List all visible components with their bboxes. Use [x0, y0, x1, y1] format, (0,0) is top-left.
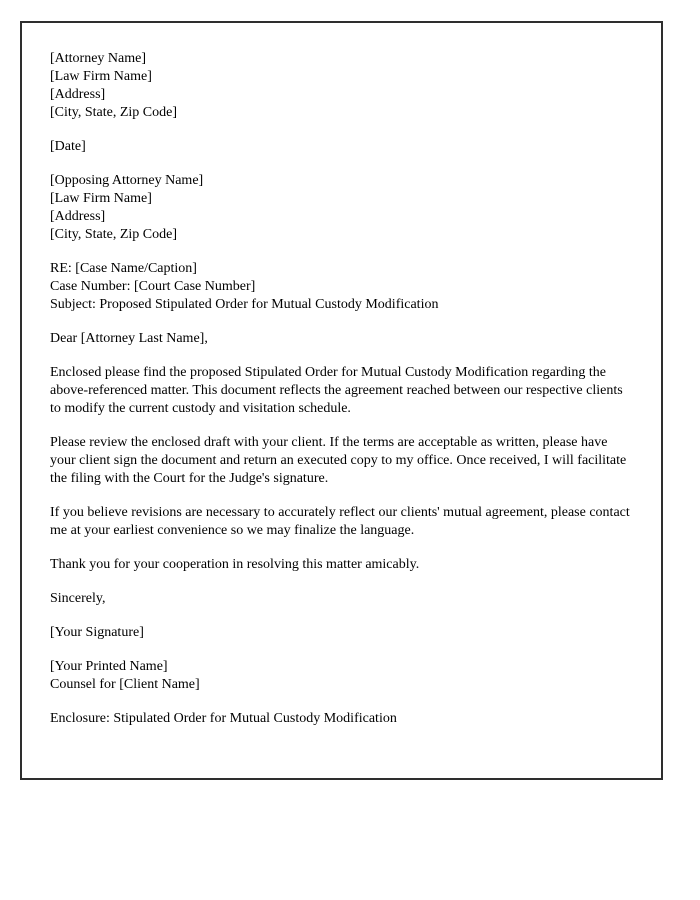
closing: Sincerely, [50, 591, 106, 606]
body-paragraph-4: Thank you for your cooperation in resolving this matter amicably. [50, 557, 420, 572]
sender-address: [Address] [50, 87, 106, 102]
recipient-law-firm-name: [Law Firm Name] [50, 191, 152, 206]
sender-law-firm-name: [Law Firm Name] [50, 69, 152, 84]
body-paragraph-2: Please review the enclosed draft with your client. If the terms are acceptable as written, please have your client sign the document and return an executed copy to my office. Once received, I will facilitate the filing with the Court for the Judge's signature. [50, 435, 627, 486]
reference-block [50, 260, 636, 314]
sender-city-state-zip: [City, State, Zip Code] [50, 105, 178, 120]
printed-name-line: [Your Printed Name] [50, 659, 168, 674]
recipient-city-state-zip: [City, State, Zip Code] [50, 227, 178, 242]
signature-block [50, 658, 636, 694]
recipient-address-block [50, 172, 636, 244]
case-number-line: Case Number: [Court Case Number] [50, 279, 256, 294]
sender-address-block [50, 50, 636, 122]
letter-page [20, 21, 663, 780]
subject-line: Subject: Proposed Stipulated Order for Mutual Custody Modification [50, 297, 439, 312]
enclosure-line: Enclosure: Stipulated Order for Mutual Custody Modification [50, 711, 397, 726]
salutation: Dear [Attorney Last Name], [50, 331, 208, 346]
body-paragraph-3: If you believe revisions are necessary to accurately reflect our clients' mutual agreement, please contact me at your earliest convenience so we may finalize the language. [50, 505, 630, 538]
counsel-line: Counsel for [Client Name] [50, 677, 200, 692]
recipient-attorney-name: [Opposing Attorney Name] [50, 173, 204, 188]
re-line: RE: [Case Name/Caption] [50, 261, 197, 276]
body-paragraph-1: Enclosed please find the proposed Stipulated Order for Mutual Custody Modification regarding the above-referenced matter. This document reflects the agreement reached between our respective clients to modify the current custody and visitation schedule. [50, 365, 623, 416]
signature-placeholder: [Your Signature] [50, 625, 144, 640]
recipient-address: [Address] [50, 209, 106, 224]
date-line: [Date] [50, 139, 86, 154]
sender-attorney-name: [Attorney Name] [50, 51, 147, 66]
